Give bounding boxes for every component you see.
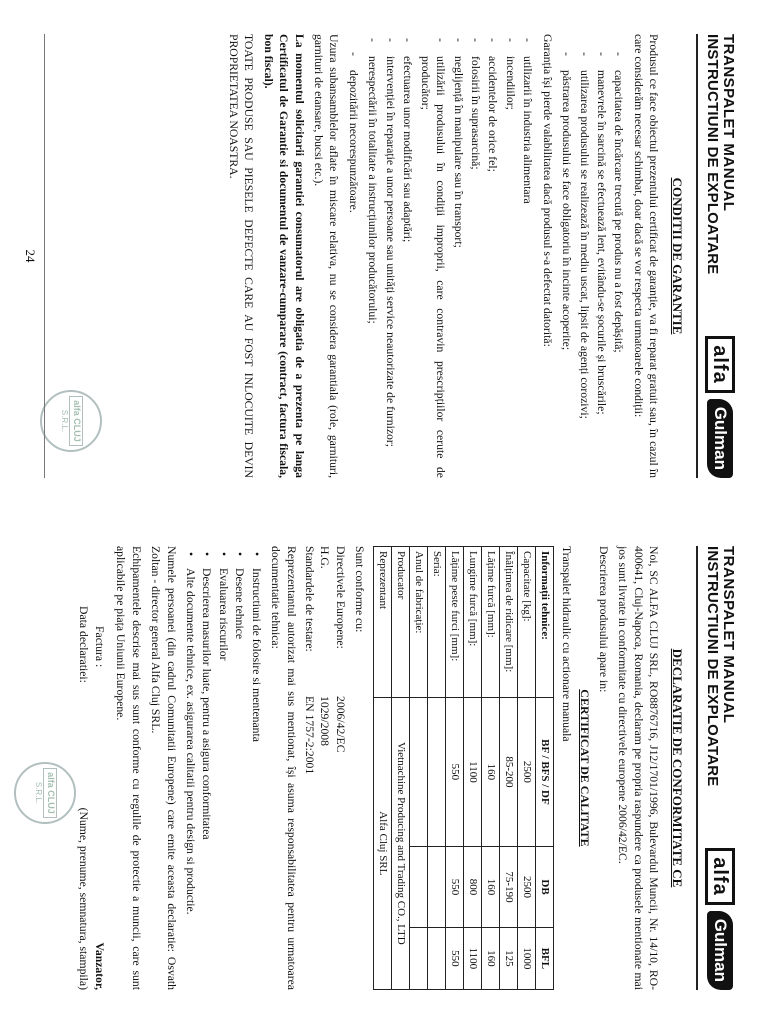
list-item: - incendiilor;	[502, 34, 517, 478]
directive-row	[302, 546, 317, 990]
table-cell: Capacitate [kg]:	[518, 547, 536, 698]
header-line-1: TRANSPALET MANUAL	[720, 546, 737, 724]
warranty-conditions-list	[559, 34, 627, 478]
directive-key: Standardele de testare:	[303, 546, 317, 652]
stamp-sub: S.R.L.	[60, 409, 70, 433]
column-header: DB	[536, 847, 554, 928]
list-item: • Evaluarea riscurilor	[215, 546, 230, 990]
declaring-person: Numele persoanei (din cadrul Comunitatii Europene) care emite aceasta declaratie: Osvath Zoltan - director general Alfa Cluj SRL.	[149, 546, 178, 990]
conformity-page	[0, 512, 768, 1024]
stamp-text: alfa CLUJ	[43, 768, 57, 818]
list-item: • Descrierea masurilor luate, pentru a asigura conformitatea	[199, 546, 214, 990]
alfa-gulman-logo	[705, 336, 735, 478]
gulman-logo: Gulman	[707, 911, 733, 990]
table-row	[518, 547, 536, 990]
table-header-row	[536, 547, 554, 990]
warranty-loss-list	[365, 34, 535, 478]
table-cell: Producator	[392, 547, 410, 698]
list-item: - utilizării produsului în condiții improprii, care contravin prescripțiilor cerute de producător;	[417, 34, 448, 478]
compliant-with: Sunt conforme cu:	[353, 546, 367, 633]
header-titles	[705, 34, 737, 274]
header-titles	[705, 546, 737, 786]
table-cell: Reprezentant	[374, 547, 392, 698]
table-row	[446, 547, 464, 990]
page-number: 24	[22, 0, 39, 512]
table-cell: 800	[464, 847, 482, 928]
list-item: - depozitării necorespunzătoare.	[345, 34, 360, 478]
table-cell: 550	[446, 697, 464, 847]
header-line-2: INSTRUCTIUNI DE EXPLOATARE	[704, 546, 722, 787]
list-item: - neglijență în manipulare sau în transport;	[450, 34, 465, 478]
table-cell: 2500	[518, 847, 536, 928]
list-item: - nerespectării în totalitate a instrucțiunilor producătorului;	[365, 34, 380, 478]
table-cell: 85-200	[500, 697, 518, 847]
table-cell: 75-190	[500, 847, 518, 928]
seller-block	[76, 808, 107, 990]
list-item: • Desene tehnice	[232, 546, 247, 990]
list-item: - capacitatea de încărcare trecută pe produs nu a fost depășită;	[611, 34, 626, 478]
table-cell: 160	[482, 927, 500, 989]
warranty-loss-list-inset	[345, 34, 360, 478]
directive-row	[332, 546, 347, 990]
list-item: - utilizarii în industria alimentara	[520, 34, 535, 478]
stamp-sub: S.R.L.	[34, 781, 44, 805]
obligation-note: La momentul solicitarii garantiei consumatorul are obligatia de a prezenta pe langa Certificatul de Garantie si documentul de vanzare-cumparare (contract, factura fiscala, bon fiscal).	[261, 34, 306, 478]
list-item: • Alte documente tehnice, ex. asigurarea calitatii pentru design si productie.	[183, 546, 198, 990]
header-line-1: TRANSPALET MANUAL	[720, 34, 737, 212]
table-cell: 125	[500, 927, 518, 989]
description-line: Descrierea produsului apare in:	[597, 546, 611, 693]
table-cell: Lățime peste furci [mm]:	[446, 547, 464, 698]
gulman-logo: Gulman	[707, 399, 733, 478]
company-stamp	[40, 390, 102, 452]
table-cell: Seria:	[428, 547, 446, 698]
list-item: - intervenției în reparație a unor persoane sau unități service neautorizate de furnizor;	[382, 34, 397, 478]
invoice-date-block	[76, 546, 107, 683]
table-row	[374, 547, 392, 990]
table-cell	[410, 847, 428, 928]
table-cell	[410, 697, 428, 847]
column-header: BF / BFS / DF	[536, 697, 554, 847]
directive-value: EN 1757-2:2001	[303, 696, 317, 775]
alfa-gulman-logo	[705, 848, 735, 990]
equipment-compliance: Echipamentele descrise mai sus sunt conforme cu regulile de protectie a muncii, care sunt aplicabile pe piața Uniunii Europene.	[114, 546, 143, 990]
list-item: - manevrele în sarcină se efectuează lent, evitându-se șocurile și bruscările;	[594, 34, 609, 478]
warranty-loss-intro: Garanția își pierde valabilitatea dacă produsul s-a defectat datorită:	[540, 34, 554, 347]
column-header: Informații tehnice:	[536, 547, 554, 698]
manual-header	[697, 34, 737, 478]
alfa-logo: alfa	[705, 848, 735, 904]
certificate-title: CERTIFICAT DE CALITATE	[577, 689, 592, 847]
table-cell	[428, 697, 446, 847]
table-cell: Lungime furcă [mm]:	[464, 547, 482, 698]
table-cell: 2500	[518, 697, 536, 847]
table-row	[392, 547, 410, 990]
list-item: - păstrarea produsului se face obligatoriu în incinte acoperite;	[559, 34, 574, 478]
technical-specs-table	[373, 546, 554, 990]
representative-note: Reprezentantul autorizat mai sus mentionat, își asuma responsabilitatea pentru urmatoarea documentatie tehnica:	[269, 546, 298, 990]
directive-key: H.G.	[318, 546, 332, 569]
list-item: - folosirii în suprasarcină;	[468, 34, 483, 478]
table-row	[428, 547, 446, 990]
table-cell	[428, 927, 446, 989]
table-cell: 160	[482, 697, 500, 847]
seller-sub: (Nume, prenume, semnatura, stampila)	[77, 807, 91, 990]
alfa-logo: alfa	[705, 336, 735, 392]
directive-value: 2006/42/EC	[333, 696, 347, 753]
conformity-intro: Noi, SC ALFA CLUJ SRL, RO8876716, J12/1701/1996, Bulevardul Muncii, Nr. 14/10, RO-400641, Cluj-Napoca, Romania, declaram pe propria raspundere ca produsele mentionate mai jos sunt livrate in conformitate cu directivele europene 2006/42/EC.	[616, 546, 661, 990]
table-cell: 1000	[518, 927, 536, 989]
invoice-label: Factura :	[92, 626, 106, 668]
header-line-2: INSTRUCTIUNI DE EXPLOATARE	[704, 34, 722, 275]
list-item: • Instructiuni de folosire si mentenanta	[248, 546, 263, 990]
wear-note: Uzura subansamblelor aflate în miscare relativa, nu se considera garantiala (role, garnituri, garnituri de etansare, bucsi etc.).	[312, 34, 341, 478]
product-line: Transpalet hidraulic cu actionare manuala	[559, 546, 573, 742]
warranty-title: CONDITII DE GARANTIE	[670, 177, 686, 335]
column-header: BFL	[536, 927, 554, 989]
warranty-intro: Produsul ce face obiectul prezentului certificat de garanție, va fi reparat gratuit sau, în cazul în care considerăm necesar schimbat, doar dacă se vor respecta urmatoarele condiții:	[631, 34, 661, 478]
replaced-parts-note: TOATE PRODUSE SAU PIESELE DEFECTE CARE AU FOST INLOCUITE DEVIN PROPRIETATEA NOASTRA.	[226, 34, 256, 478]
signature-block	[76, 546, 107, 990]
table-cell: 550	[446, 847, 464, 928]
seller-label: Vanzator,	[92, 942, 106, 990]
conformity-title: DECLARATIE DE CONFORMITATE CE	[670, 648, 686, 888]
table-cell: Înălțimea de ridicare [mm]:	[500, 547, 518, 698]
table-cell: 160	[482, 847, 500, 928]
table-cell: 550	[446, 927, 464, 989]
technical-docs-list	[183, 546, 264, 990]
table-cell: Alfa Cluj SRL	[374, 697, 392, 989]
table-cell: Anul de fabricație:	[410, 547, 428, 698]
table-cell: 1100	[464, 697, 482, 847]
directive-value: 1029/2008	[318, 696, 332, 746]
list-item: - efectuarea unor modificări sau adaptări;	[400, 34, 415, 478]
company-stamp	[14, 762, 76, 824]
manual-header	[697, 546, 737, 990]
table-cell: Vietnachine Producing and Trading CO., LTD	[392, 697, 410, 989]
table-row	[482, 547, 500, 990]
directive-row	[317, 546, 332, 990]
table-cell: 1100	[464, 927, 482, 989]
table-cell	[410, 927, 428, 989]
table-row	[410, 547, 428, 990]
directive-key: Directivele Europene:	[333, 546, 347, 649]
stamp-text: alfa CLUJ	[69, 396, 83, 446]
list-item: - accidentelor de orice fel;	[485, 34, 500, 478]
table-cell	[428, 847, 446, 928]
date-label: Data declaratiei:	[77, 606, 91, 683]
table-row	[500, 547, 518, 990]
list-item: - utilizarea produsului se realizează în mediu uscat, lipsit de agenți corozivi;	[576, 34, 591, 478]
table-cell: Lățime furcă [mm]:	[482, 547, 500, 698]
table-row	[464, 547, 482, 990]
